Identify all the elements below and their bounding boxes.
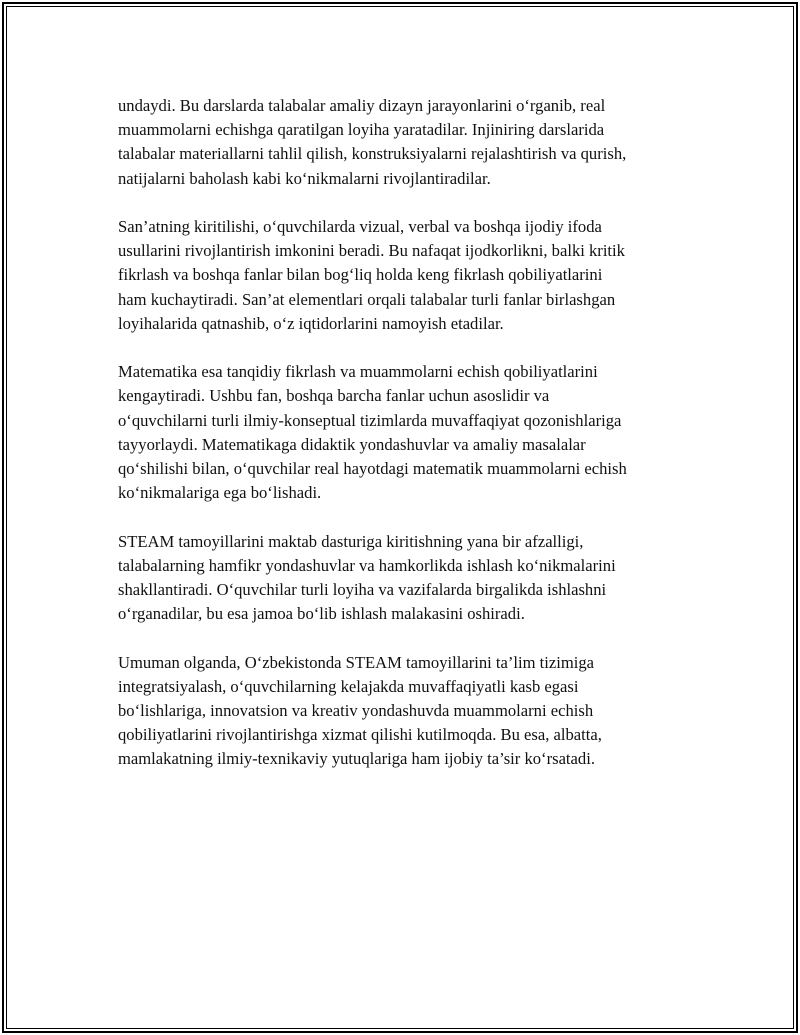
- text-line: fikrlash va boshqa fanlar bilan bog‘liq holda keng fikrlash qobiliyatlarini: [118, 265, 603, 285]
- text-line: undaydi. Bu darslarda talabalar amaliy dizayn jarayonlarini o‘rganib, real: [118, 96, 606, 115]
- text-line: shakllantiradi. O‘quvchilar turli loyiha va vazifalarda birgalikda ishlashni: [118, 580, 607, 600]
- text-line: ham kuchaytiradi. San’at elementlari orqali talabalar turli fanlar birlashgan: [118, 289, 616, 309]
- text-line: qobiliyatlarini rivojlantirishga xizmat qilishi kutilmoqda. Bu esa, albatta,: [118, 725, 602, 745]
- paragraph-2: [118, 215, 718, 336]
- text-line: muammolarni echishga qaratilgan loyiha yaratadilar. Injiniring darslarida: [118, 120, 605, 140]
- text-line: Matematika esa tanqidiy fikrlash va muammolarni echish qobiliyatlarini: [118, 362, 598, 382]
- text-line: talabalarning hamfikr yondashuvlar va hamkorlikda ishlash ko‘nikmalarini: [118, 555, 616, 575]
- text-line: loyihalarida qatnashib, o‘z iqtidorlarini namoyish etadilar.: [118, 313, 504, 333]
- text-line: STEAM tamoyillarini maktab dasturiga kiritishning yana bir afzalligi,: [118, 531, 584, 551]
- text-line: San’atning kiritilishi, o‘quvchilarda vizual, verbal va boshqa ijodiy ifoda: [118, 217, 602, 236]
- paragraph-4: [118, 530, 718, 627]
- text-line: o‘quvchilarni turli ilmiy-konseptual tizimlarda muvaffaqiyat qozonishlariga: [118, 410, 622, 430]
- text-line: tayyorlaydi. Matematikaga didaktik yondashuvlar va amaliy masalalar: [118, 434, 586, 454]
- text-line: qo‘shilishi bilan, o‘quvchilar real hayotdagi matematik muammolarni echish: [118, 459, 627, 479]
- text-line: natijalarni baholash kabi ko‘nikmalarni rivojlantiradilar.: [118, 168, 491, 188]
- text-line: talabalar materiallarni tahlil qilish, konstruksiyalarni rejalashtirish va qurish,: [118, 144, 627, 164]
- text-line: ko‘nikmalariga ega bo‘lishadi.: [118, 483, 322, 503]
- text-line: bo‘lishlariga, innovatsion va kreativ yondashuvda muammolarni echish: [118, 701, 594, 721]
- text-line: usullarini rivojlantirish imkonini beradi. Bu nafaqat ijodkorlikni, balki kritik: [118, 241, 625, 261]
- text-line: o‘rganadilar, bu esa jamoa bo‘lib ishlash malakasini oshiradi.: [118, 604, 525, 624]
- paragraph-3: [118, 360, 718, 505]
- paragraph-5: [118, 651, 718, 772]
- text-line: integratsiyalash, o‘quvchilarning kelajakda muvaffaqiyatli kasb egasi: [118, 676, 579, 696]
- text-line: kengaytiradi. Ushbu fan, boshqa barcha fanlar uchun asoslidir va: [118, 386, 550, 406]
- text-line: mamlakatning ilmiy-texnikaviy yutuqlariga ham ijobiy ta’sir ko‘rsatadi.: [118, 749, 595, 769]
- document-body: [118, 94, 718, 796]
- paragraph-1: [118, 94, 718, 191]
- text-line: Umuman olganda, O‘zbekistonda STEAM tamoyillarini ta’lim tizimiga: [118, 652, 595, 672]
